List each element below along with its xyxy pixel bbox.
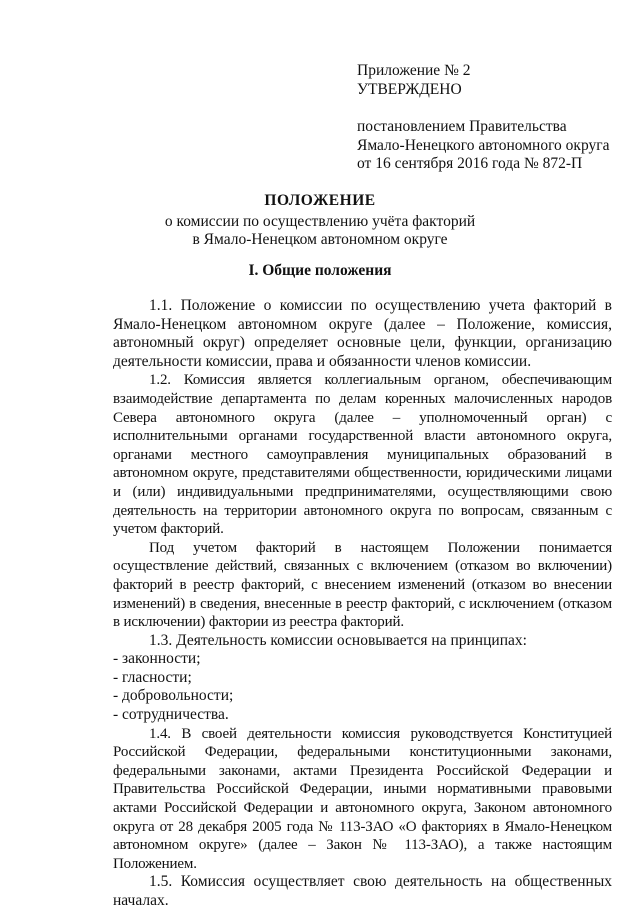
document-subtitle-line-1: о комиссии по осуществлению учёта факторий <box>164 212 476 230</box>
decree-line-2: Ямало-Ненецкого автономного округа <box>357 136 610 154</box>
paragraph-1-3: 1.3. Деятельность комиссии основывается на принципах: <box>149 631 527 649</box>
principle-item: - законности; <box>113 650 201 668</box>
principle-item: - сотрудничества. <box>113 706 229 724</box>
appendix-number: Приложение № 2 <box>357 62 471 79</box>
paragraph-1-4: 1.4. В своей деятельности комиссия руководствуется Конституцией Российской Федерации, федеральными конституционными законами, федеральными законами, актами Президента Российской Федерации и Правительства Российской Федерации, иными нормативными правовыми актами Российской Федерации и автономного округа, Законом автономного округа от 28 декабря 2005 года № 113-ЗАО «О факториях в Ямало-Ненецком автономном округе» (далее – Закон № 113-ЗАО), а также настоящим Положением. <box>113 725 612 872</box>
document-title-block <box>90 192 550 250</box>
principle-item: - гласности; <box>113 668 192 686</box>
decree-line-3: от 16 сентября 2016 года № 872-П <box>357 155 583 173</box>
document-title: ПОЛОЖЕНИЕ <box>264 192 376 209</box>
document-subtitle-line-2: в Ямало-Ненецком автономном округе <box>192 231 448 249</box>
section-heading: I. Общие положения <box>248 262 392 279</box>
paragraph-1-1: 1.1. Положение о комиссии по осуществлению учета факторий в Ямало-Ненецком автономном округе (далее – Положение, комиссия, автономный округ) определяет основные цели, функции, организацию деятельности комиссии, права и обязанности членов комиссии. <box>113 297 612 370</box>
approved-stamp-text: УТВЕРЖДЕНО <box>357 80 462 98</box>
decree-line-1: постановлением Правительства <box>357 118 567 136</box>
paragraph-1-2: 1.2. Комиссия является коллегиальным органом, обеспечивающим взаимодействие департамента по делам коренных малочисленных народов Севера автономного округа (далее – уполномоченный орган) с исполнительными органами государственной власти автономного округа, органами местного самоуправления муниципальных образований в автономном округе, представителями общественности, юридическими лицами и (или) индивидуальными предпринимателями, осуществляющими свою деятельность на территории автономного округа по вопросам, связанным с учетом факторий. <box>113 372 612 538</box>
principle-item: - добровольности; <box>113 687 234 705</box>
document-body <box>113 297 612 911</box>
paragraph-definition: Под учетом факторий в настоящем Положении понимается осуществление действий, связанных с включением (отказом во включении) факторий в реестр факторий, с внесением изменений (отказом во внесении изменений) в сведения, внесенные в реестр факторий, с исключением (отказом в исключении) фактории из реестра факторий. <box>113 539 612 631</box>
approval-block <box>357 62 617 174</box>
paragraph-1-5: 1.5. Комиссия осуществляет свою деятельность на общественных началах. <box>113 873 612 909</box>
